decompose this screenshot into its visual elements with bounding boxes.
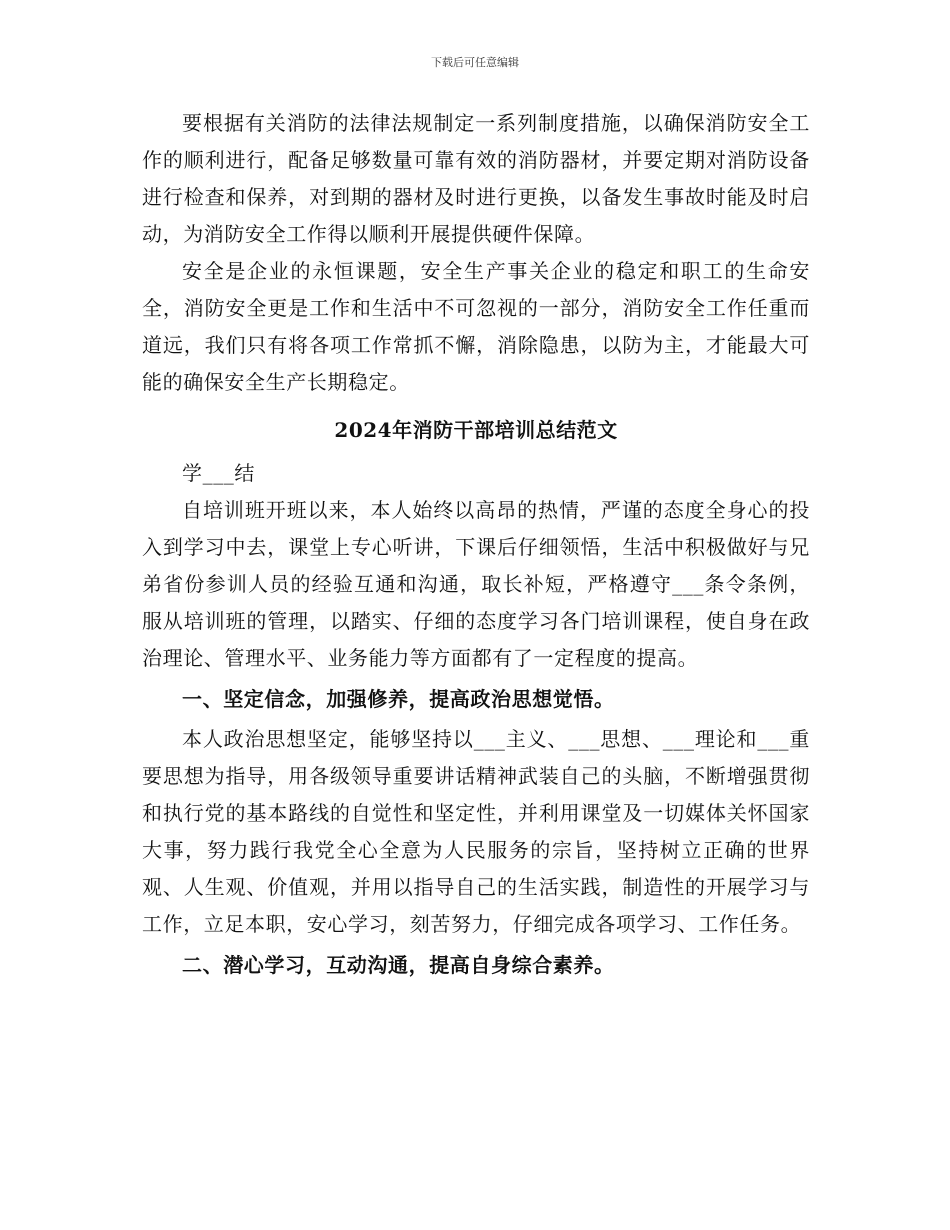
section-heading-1: 一、坚定信念，加强修养，提高政治思想觉悟。 [182, 687, 615, 711]
document-title: 2024年消防干部培训总结范文 [334, 418, 618, 442]
section-heading-2: 二、潜心学习，互动沟通，提高自身综合素养。 [182, 953, 615, 977]
paragraph-safety-topic: 安全是企业的永恒课题，安全生产事关企业的稳定和职工的生命安全，消防安全更是工作和生活中不可忽视的一部分，消防安全工作任重而道远，我们只有将各项工作常抓不懈，消除隐患，以防为主，才能最大可能的确保安全生产长期稳定。 [142, 259, 810, 394]
page-header: 下载后可任意编辑 [431, 56, 519, 69]
paragraph-fire-measures: 要根据有关消防的法律法规制定一系列制度措施，以确保消防安全工作的顺利进行，配备足够数量可靠有效的消防器材，并要定期对消防设备进行检查和保养，对到期的器材及时进行更换，以备发生事故时能及时启动，为消防安全工作得以顺利开展提供硬件保障。 [142, 111, 810, 246]
paragraph-training-intro: 自培训班开班以来，本人始终以高昂的热情，严谨的态度全身心的投入到学习中去，课堂上专心听讲，下课后仔细领悟，生活中积极做好与兄弟省份参训人员的经验互通和沟通，取长补短，严格遵守___条令条例，服从培训班的管理，以踏实、仔细的态度学习各门培训课程，使自身在政治理论、管理水平、业务能力等方面都有了一定程度的提高。 [142, 498, 810, 670]
paragraph-study-summary-label: 学___结 [182, 461, 255, 485]
document-body [142, 105, 810, 987]
paragraph-political-thought: 本人政治思想坚定，能够坚持以___主义、___思想、___理论和___重要思想为指导，用各级领导重要讲话精神武装自己的头脑，不断增强贯彻和执行党的基本路线的自觉性和坚定性，并利用课堂及一切媒体关怀国家大事，努力践行我党全心全意为人民服务的宗旨，坚持树立正确的世界观、人生观、价值观，并用以指导自己的生活实践，制造性的开展学习与工作，立足本职，安心学习，刻苦努力，仔细完成各项学习、工作任务。 [142, 727, 810, 936]
